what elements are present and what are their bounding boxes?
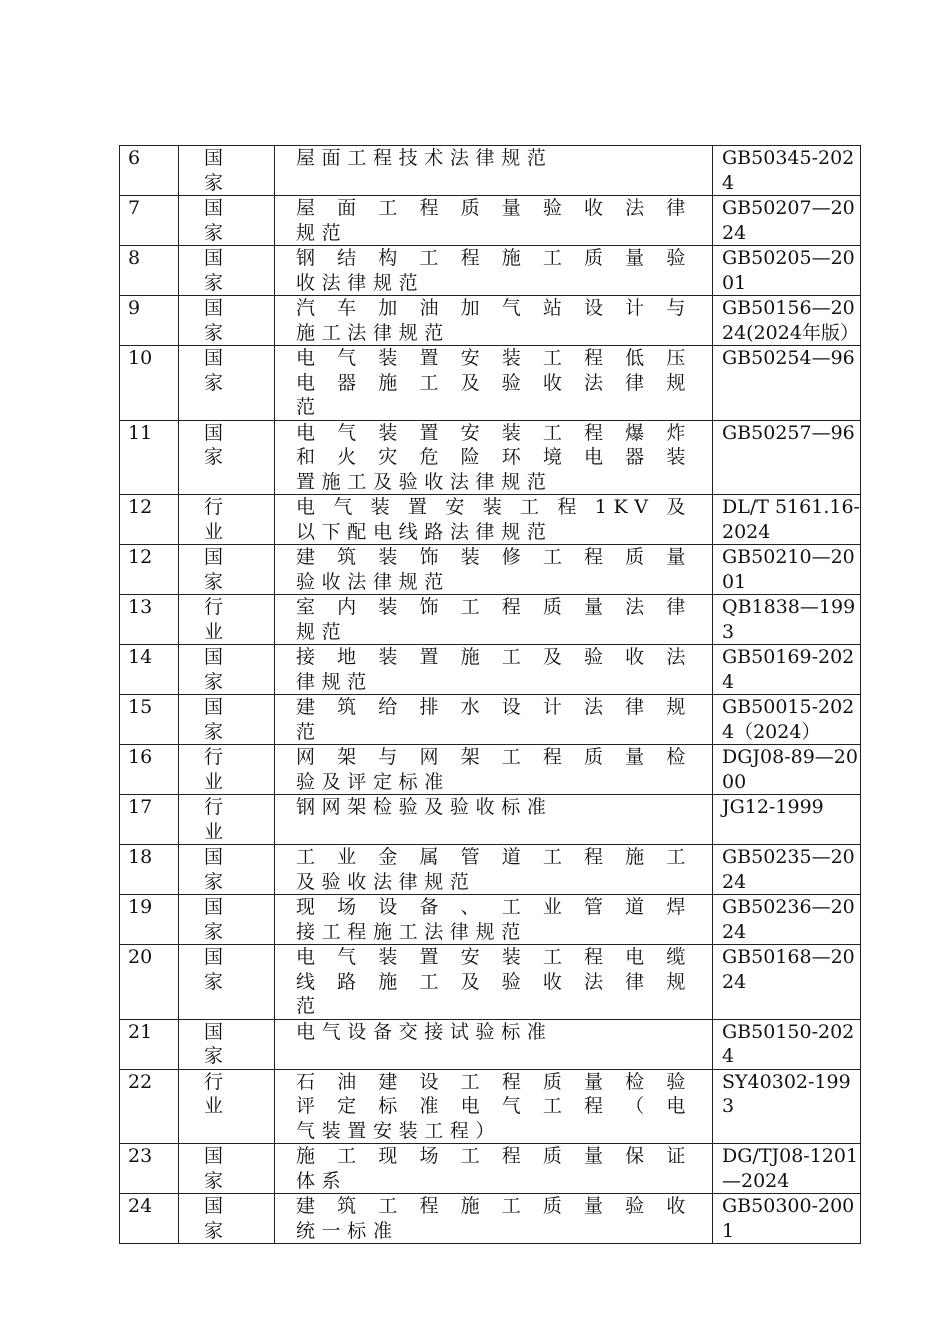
standard-name	[275, 346, 713, 421]
table-row	[120, 645, 861, 695]
standard-code: DGJ08-89—2000	[713, 745, 861, 795]
standard-name-line: 电气装置安装工程低压	[296, 347, 692, 369]
row-number: 12	[120, 545, 179, 595]
standard-level-text: 国家	[204, 1020, 224, 1067]
table-row	[120, 945, 861, 1020]
table-row	[120, 1019, 861, 1069]
standard-name-line: 以下配电线路法律规范	[296, 520, 553, 543]
table-row	[120, 895, 861, 945]
standard-name-line: 及验收法律规范	[296, 870, 476, 893]
standard-name-line: 钢结构工程施工质量验	[296, 247, 692, 269]
row-number: 17	[120, 795, 179, 845]
standard-name	[275, 645, 713, 695]
standard-code: DG/TJ08-1201—2024	[713, 1144, 861, 1194]
row-number: 19	[120, 895, 179, 945]
standard-name	[275, 545, 713, 595]
standard-level-text: 国家	[204, 197, 224, 244]
standard-name-line: 线路施工及验收法律规	[296, 970, 692, 993]
standard-name-line: 和火灾危险环境电器装	[296, 446, 692, 468]
standard-name-line: 律规范	[296, 670, 373, 693]
row-number: 22	[120, 1069, 179, 1144]
standard-name-line: 建筑工程施工质量验收	[296, 1195, 692, 1217]
table-row	[120, 296, 861, 346]
table-row	[120, 246, 861, 296]
standard-level	[179, 645, 275, 695]
standard-code: DL/T 5161.16-2024	[713, 495, 861, 545]
standard-name-line: 电器施工及验收法律规	[296, 371, 692, 394]
standard-level-text: 行业	[204, 1070, 224, 1117]
table-row	[120, 346, 861, 421]
row-number: 24	[120, 1194, 179, 1244]
standard-name-line: 范	[296, 995, 322, 1017]
standard-level	[179, 246, 275, 296]
standard-level-text: 国家	[204, 546, 224, 593]
standard-level	[179, 845, 275, 895]
table-row	[120, 146, 861, 196]
standard-level	[179, 945, 275, 1020]
table-row	[120, 545, 861, 595]
standard-name	[275, 945, 713, 1020]
standard-level-text: 国家	[204, 297, 224, 344]
standard-level	[179, 695, 275, 745]
standard-level	[179, 196, 275, 246]
standard-name	[275, 1144, 713, 1194]
standard-level	[179, 420, 275, 495]
standard-level	[179, 495, 275, 545]
row-number: 8	[120, 246, 179, 296]
standard-name-line: 建筑给排水设计法律规	[296, 696, 692, 718]
standard-code: GB50207—2024	[713, 196, 861, 246]
standard-name-line: 验及评定标准	[296, 770, 450, 793]
standard-name	[275, 1194, 713, 1244]
standard-level	[179, 1194, 275, 1244]
standard-level-text: 国家	[204, 896, 224, 943]
standard-name-line: 气装置安装工程）	[296, 1119, 502, 1142]
standard-level-text: 国家	[204, 646, 224, 693]
standard-name	[275, 895, 713, 945]
standard-name	[275, 420, 713, 495]
row-number: 16	[120, 745, 179, 795]
standard-code: GB50345-2024	[713, 146, 861, 196]
standard-name	[275, 296, 713, 346]
standard-code: GB50236—2024	[713, 895, 861, 945]
standard-level-text: 行业	[204, 746, 224, 793]
standard-name	[275, 745, 713, 795]
standard-level	[179, 296, 275, 346]
standard-name-line: 网架与网架工程质量检	[296, 746, 692, 768]
standard-name	[275, 845, 713, 895]
table-row	[120, 695, 861, 745]
standard-name	[275, 795, 713, 845]
row-number: 15	[120, 695, 179, 745]
table-row	[120, 595, 861, 645]
standard-name-line: 施工法律规范	[296, 321, 450, 344]
table-row	[120, 420, 861, 495]
row-number: 23	[120, 1144, 179, 1194]
standard-name-line: 电气装置安装工程1KV及	[296, 496, 692, 518]
standard-name-line: 建筑装饰装修工程质量	[296, 546, 692, 568]
standard-level-text: 行业	[204, 596, 224, 643]
standard-name-line: 现场设备、工业管道焊	[296, 896, 692, 918]
standard-name-line: 汽车加油加气站设计与	[296, 297, 692, 319]
table-row	[120, 1144, 861, 1194]
row-number: 10	[120, 346, 179, 421]
standard-name-line: 规范	[296, 620, 348, 643]
standards-table-body	[120, 146, 861, 1244]
standard-level	[179, 895, 275, 945]
standard-level-text: 国家	[204, 1195, 224, 1242]
standard-code: SY40302-1993	[713, 1069, 861, 1144]
standard-code: GB50156—2024(2024年版）	[713, 296, 861, 346]
standard-name-line: 统一标准	[296, 1219, 399, 1242]
standard-name-line: 钢网架检验及验收标准	[296, 796, 553, 818]
standard-code: GB50257—96	[713, 420, 861, 495]
standard-level	[179, 545, 275, 595]
standard-name	[275, 1019, 713, 1069]
standard-name-line: 电气设备交接试验标准	[296, 1020, 553, 1043]
standard-code: GB50205—2001	[713, 246, 861, 296]
standard-name-line: 范	[296, 720, 322, 743]
row-number: 12	[120, 495, 179, 545]
standard-name-line: 范	[296, 396, 322, 418]
standard-level-text: 国家	[204, 696, 224, 743]
standard-code: GB50235—2024	[713, 845, 861, 895]
standard-name-line: 室内装饰工程质量法律	[296, 596, 692, 618]
table-row	[120, 495, 861, 545]
row-number: 9	[120, 296, 179, 346]
standard-name-line: 置施工及验收法律规范	[296, 470, 553, 493]
standard-code: GB50210—2001	[713, 545, 861, 595]
standard-level	[179, 745, 275, 795]
standard-name-line: 接地装置施工及验收法	[296, 646, 692, 668]
row-number: 7	[120, 196, 179, 246]
standard-name-line: 屋面工程技术法律规范	[296, 147, 553, 169]
standard-code: GB50168—2024	[713, 945, 861, 1020]
standards-table	[119, 145, 861, 1244]
row-number: 13	[120, 595, 179, 645]
standard-name-line: 规范	[296, 221, 348, 244]
standard-level	[179, 595, 275, 645]
standard-code: GB50169-2024	[713, 645, 861, 695]
standard-name-line: 电气装置安装工程爆炸	[296, 421, 692, 444]
standard-name-line: 石油建设工程质量检验	[296, 1070, 692, 1093]
standard-code: QB1838—1993	[713, 595, 861, 645]
standard-level-text: 国家	[204, 846, 224, 893]
table-row	[120, 1069, 861, 1144]
standard-name-line: 体系	[296, 1169, 348, 1192]
standard-level	[179, 1069, 275, 1144]
standard-level-text: 国家	[204, 247, 224, 294]
standard-level	[179, 795, 275, 845]
standard-name	[275, 196, 713, 246]
table-row	[120, 745, 861, 795]
row-number: 20	[120, 945, 179, 1020]
table-row	[120, 845, 861, 895]
standard-level	[179, 346, 275, 421]
standard-code: GB50300-2001	[713, 1194, 861, 1244]
standard-name-line: 评定标准电气工程（电	[296, 1095, 692, 1117]
standard-name-line: 收法律规范	[296, 271, 425, 294]
standard-code: GB50254—96	[713, 346, 861, 421]
standard-code: GB50150-2024	[713, 1019, 861, 1069]
row-number: 14	[120, 645, 179, 695]
standard-name-line: 工业金属管道工程施工	[296, 846, 692, 868]
standard-level-text: 国家	[204, 147, 224, 194]
row-number: 18	[120, 845, 179, 895]
standard-level-text: 国家	[204, 347, 224, 394]
row-number: 21	[120, 1019, 179, 1069]
standard-name	[275, 595, 713, 645]
standard-name	[275, 146, 713, 196]
standard-level-text: 国家	[204, 946, 224, 993]
standard-level	[179, 1144, 275, 1194]
standard-name	[275, 495, 713, 545]
standard-name-line: 接工程施工法律规范	[296, 920, 527, 943]
row-number: 11	[120, 420, 179, 495]
standard-level	[179, 146, 275, 196]
standard-name	[275, 1069, 713, 1144]
standard-level-text: 国家	[204, 1145, 224, 1192]
standard-level-text: 行业	[204, 496, 224, 543]
table-row	[120, 1194, 861, 1244]
table-row	[120, 795, 861, 845]
standard-name-line: 屋面工程质量验收法律	[296, 197, 692, 219]
standard-level	[179, 1019, 275, 1069]
standard-level-text: 国家	[204, 421, 224, 468]
standard-name-line: 电气装置安装工程电缆	[296, 946, 692, 968]
standard-name-line: 验收法律规范	[296, 570, 450, 593]
row-number: 6	[120, 146, 179, 196]
standard-name-line: 施工现场工程质量保证	[296, 1145, 692, 1167]
standard-code: GB50015-2024（2024）	[713, 695, 861, 745]
standard-level-text: 行业	[204, 796, 224, 843]
standard-name	[275, 246, 713, 296]
standard-name	[275, 695, 713, 745]
table-row	[120, 196, 861, 246]
standard-code: JG12-1999	[713, 795, 861, 845]
